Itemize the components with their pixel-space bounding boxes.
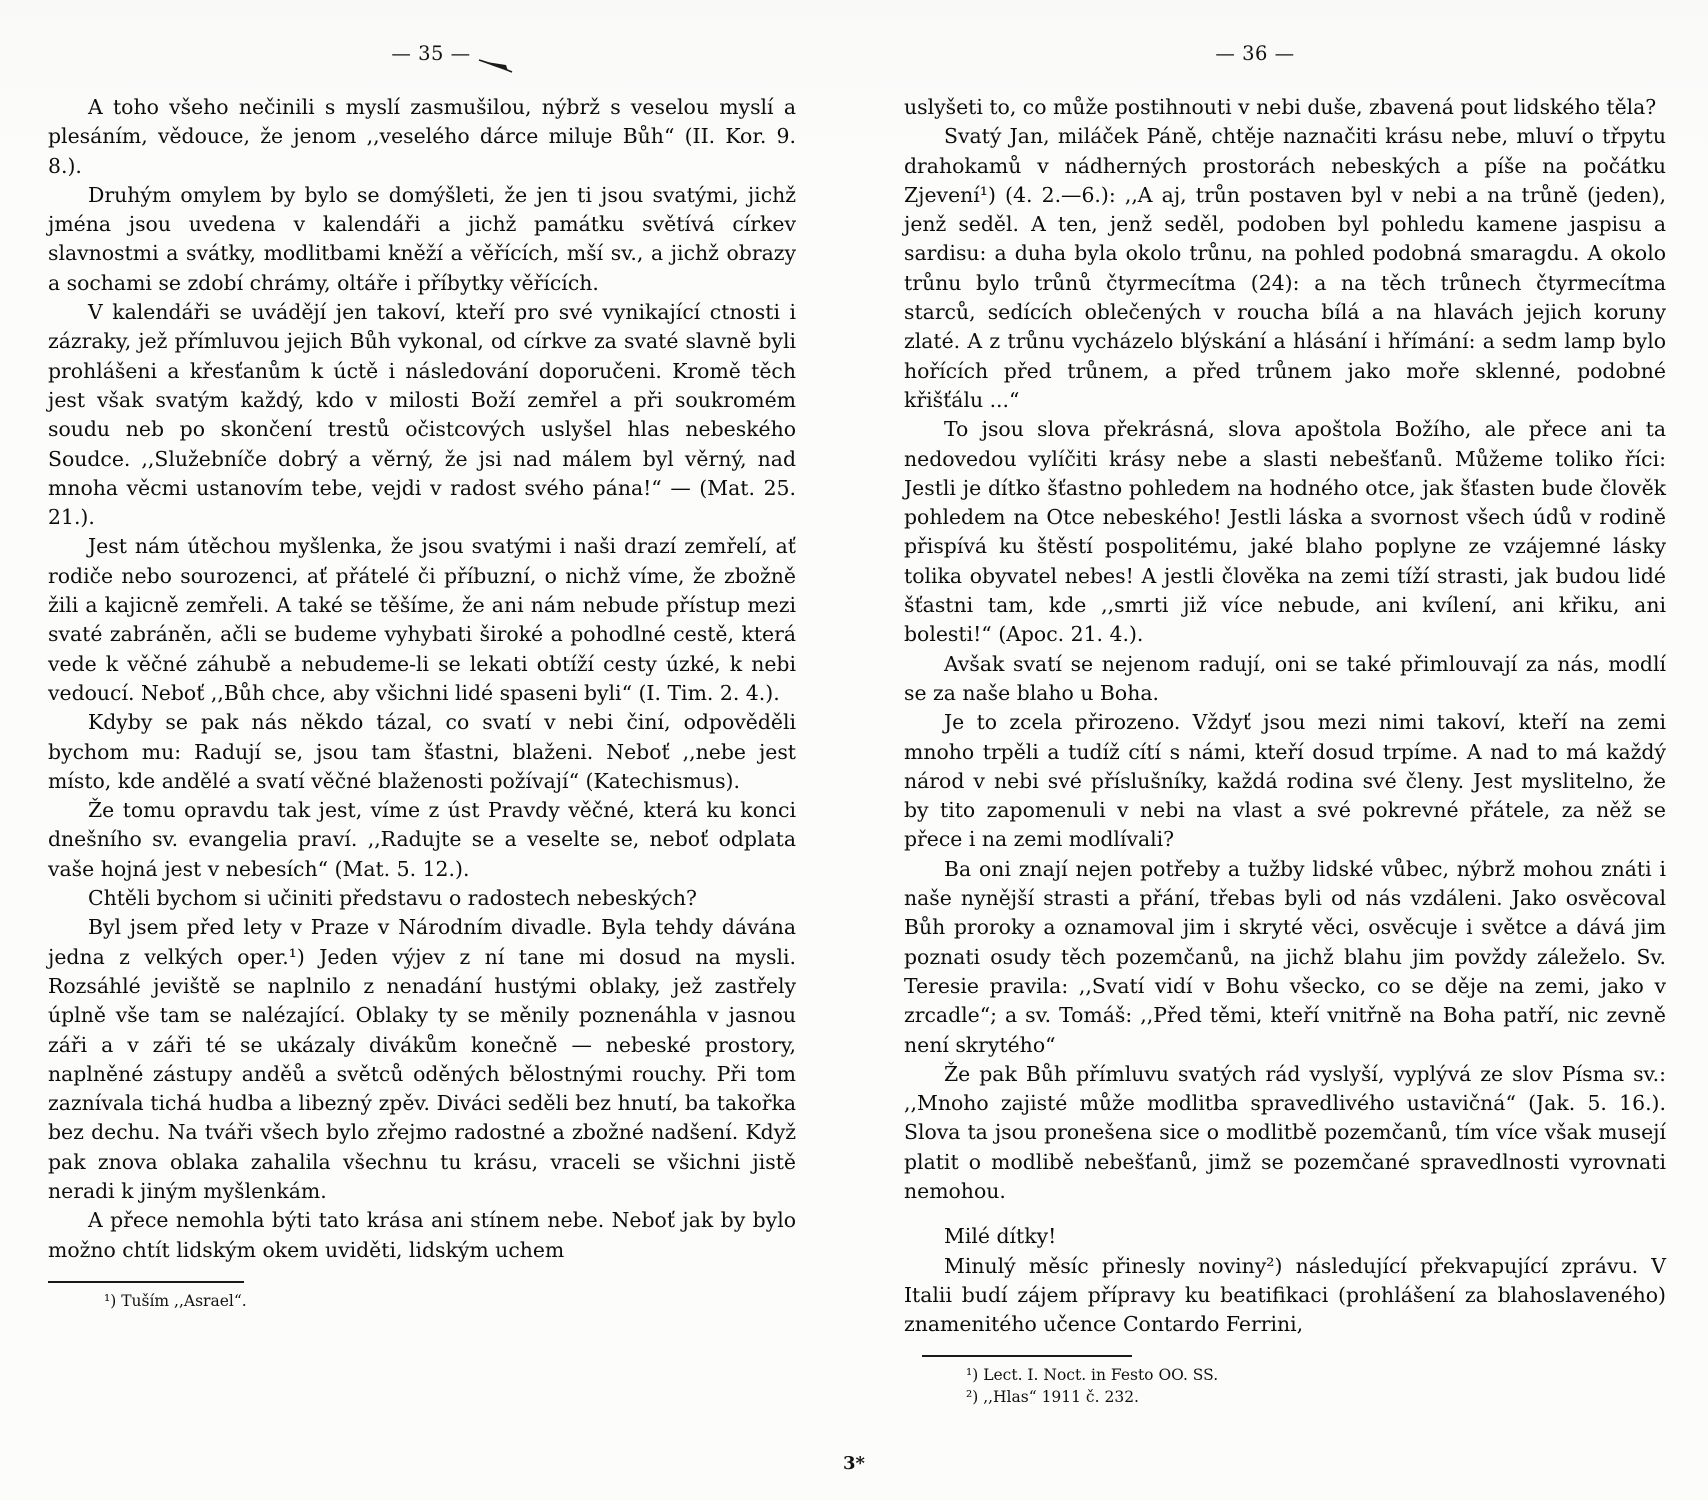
folio-right: — 36 — [1215,42,1295,65]
paragraph: uslyšeti to, co může postihnouti v nebi duše, zbavená pout lidského těla? [904,95,1657,119]
paragraph: Že pak Bůh přímluvu svatých rád vyslyší, vyplývá ze slov Písma sv.: ,,Mnoho zajisté může modlitba spravedlivého ustavičná“ (Jak. 5. 16.). Slova ta jsou pronešena sice o modlitbě pozemčanů, tím více však musejí platit o modlibě nebešťanů, jimž se pozemčané spravedlnosti vyrovnati nemohou. [904,1061,1666,1203]
right-page-column [854,0,1708,1500]
paragraph: Milé dítky! [944,1224,1057,1249]
paragraph: Avšak svatí se nejenom radují, oni se také přimlouvají za nás, modlí se za naše blaho u Boha. [904,651,1666,705]
footnote: ²) ,,Hlas“ 1911 č. 232. [966,1388,1139,1407]
sheet-signature: 3* [843,1453,865,1474]
paragraph: V kalendáři se uvádějí jen takoví, kteří pro své vynikající ctnosti i zázraky, jež přímluvou jejich Bůh vykonal, od církve za svaté slavně byli prohlášeni a křesťanům k úctě i následování doporučeni. Kromě těch jest však svatým každý, kdo v milosti Boží zemřel a při soukromém soudu neb po skončení trestů očistcových uslyšel hlas nebeského Soudce. ,,Služebníče dobrý a věrný, že jsi nad málem byl věrný, nad mnoha věcmi ustanovím tebe, vejdi v radost svého pána!“ — (Mat. 25. 21.). [48,300,796,530]
right-page-body [904,93,1666,1339]
paragraph: Kdyby se pak nás někdo tázal, co svatí v nebi činí, odpověděli bychom mu: Radují se, jsou tam šťastni, blaženi. Neboť ,,nebe jest místo, kde andělé a svatí věčné blaženosti požívají“ (Katechismus). [48,710,796,793]
paragraph-spacer [904,1206,1666,1222]
paragraph: Je to zcela přirozeno. Vždyť jsou mezi nimi takoví, kteří na zemi mnoho trpěli a tudíž cítí s námi, kteří dosud trpíme. A nad to má každý národ v nebi své příslušníky, každá rodina své členy. Jest myslitelno, že by tito zapomenuli v nebi na vlast a své pokrevné přátele, za něž se přece i na zemi modlívali? [904,710,1666,852]
paragraph: A přece nemohla býti tato krása ani stínem nebe. Neboť jak by bylo možno chtít lidským okem uviděti, lidským uchem [48,1208,796,1262]
left-page-body [48,93,796,1265]
paragraph: A toho všeho nečinili s myslí zasmušilou, nýbrž s veselou myslí a plesáním, vědouce, že jenom ,,veselého dárce miluje Bůh“ (II. Kor. 9. 8.). [48,95,796,178]
paragraph: Že tomu opravdu tak jest, víme z úst Pravdy věčné, která ku konci dnešního sv. evangelia praví. ,,Radujte se a veselte se, neboť odplata vaše hojná jest v nebesích“ (Mat. 5. 12.). [48,798,796,881]
folio-left: — 35 — [391,42,471,65]
paragraph: Minulý měsíc přinesly noviny²) následující překvapující zprávu. V Italii budí zájem přípravy ku beatifikaci (prohlášení za blahoslaveného) znamenitého učence Contardo Ferrini, [904,1253,1666,1337]
paragraph: Chtěli bychom si učiniti představu o radostech nebeských? [88,886,697,911]
paragraph: Ba oni znají nejen potřeby a tužby lidské vůbec, nýbrž mohou znáti i naše nynější strasti a přání, třebas byli od nás vzdáleni. Jako osvěcoval Bůh proroky a oznamoval jim i skryté věci, osvěcuje i světce a dává jim poznati osudy těch pozemčanů, na jichž blahu jim povždy záleželo. Sv. Teresie pravila: ,,Svatí vidí v Bohu všecko, co se děje na zemi, jako v zrcadle“; a sv. Tomáš: ,,Před těmi, kteří vnitřně na Boha patří, nic zevně není skrytého“ [904,856,1666,1057]
footnote-divider [48,1281,244,1283]
paragraph: Byl jsem před lety v Praze v Národním divadle. Byla tehdy dávána jedna z velkých oper.¹) Jeden výjev z ní tane mi dosud na mysli. Rozsáhlé jeviště se naplnilo z nenadání hustými oblaky, jež zastřely úplně vše tam se nalézající. Oblaky ty se měnily poznenáhla v jasnou záři a v záři té se ukázaly divákům konečně — nebeské prostory, naplněné zástupy anděů a světců oděných bělostnými rouchy. Při tom zaznívala tichá hudba a libezný zpěv. Diváci seděli bez hnutí, ba takořka bez dechu. Na tváři všech bylo zřejmo radostné a zbožné nadšení. Když pak znova oblaka zahalila všechnu tu krásu, vraceli se všichni jistě neradi k jiným myšlenkám. [48,915,796,1203]
footnote: ¹) Tuším ,,Asrael“. [104,1291,247,1310]
footnote: ¹) Lect. I. Noct. in Festo OO. SS. [966,1366,1219,1385]
paragraph: Svatý Jan, miláček Páně, chtěje naznačiti krásu nebe, mluví o třpytu drahokamů v nádherných prostorách nebeských a píše na počátku Zjevení¹) (4. 2.—6.): ,,A aj, trůn postaven byl v nebi a na trůně (jeden), jenž seděl. A ten, jenž seděl, podoben byl pohledu kamene jaspisu a sardisu: a duha byla okolo trůnu, na pohled podobná smaragdu. A okolo trůnu bylo trůnů čtyrmecítma (24): a na těch trůnech čtyrmecítma starců, sedících oblečených v roucha bílá a na hlavách jejich koruny zlaté. A z trůnu vycházelo blýskání a hlásání i hřímání: a sedm lamp bylo hořících před trůnem, a před trůnem jako moře sklenné, podobné křišťálu ...“ [904,124,1666,412]
footnote-divider [922,1355,1132,1357]
paragraph: To jsou slova překrásná, slova apoštola Božího, ale přece ani ta nedovedou vylíčiti krásy nebe a slasti nebešťanů. Můžeme toliko říci: Jestli je dítko šťastno pohledem na hodného otce, jak šťasten bude člověk pohledem na Otce nebeského! Jestli láska a svornost všech údů v rodině přispívá ku štěstí pospolitému, jaké blaho poplyne ze vzájemné lásky tolika obyvatel nebes! A jestli člověka na zemi tíží strasti, jak budou lidé šťastni tam, kde ,,smrti již více nebude, ani kvílení, ani křiku, ani bolesti!“ (Apoc. 21. 4.). [904,417,1666,647]
right-page-footnotes [904,1364,1666,1408]
paragraph: Jest nám útěchou myšlenka, že jsou svatými i naši drazí zemřelí, ať rodiče nebo sourozenci, ať přátelé či příbuzní, o nichž víme, že zbožně žili a kajicně zemřeli. A také se těšíme, že ani nám nebude přístup mezi svaté zabráněn, ačli se budeme vyhybati široké a pohodlné cestě, která vede k věčné záhubě a nebudeme-li se lekati obtíží cesty úzké, k nebi vedoucí. Neboť ,,Bůh chce, aby všichni lidé spaseni byli“ (I. Tim. 2. 4.). [48,534,796,705]
paragraph: Druhým omylem by bylo se domýšleti, že jen ti jsou svatými, jichž jména jsou uvedena v kalendáři a jichž památku světívá církev slavnostmi a svátky, modlitbami kněží a věřících, mší sv., a jichž obrazy a sochami se zdobí chrámy, oltáře i příbytky věřících. [48,182,796,295]
left-page-footnotes [48,1290,796,1312]
